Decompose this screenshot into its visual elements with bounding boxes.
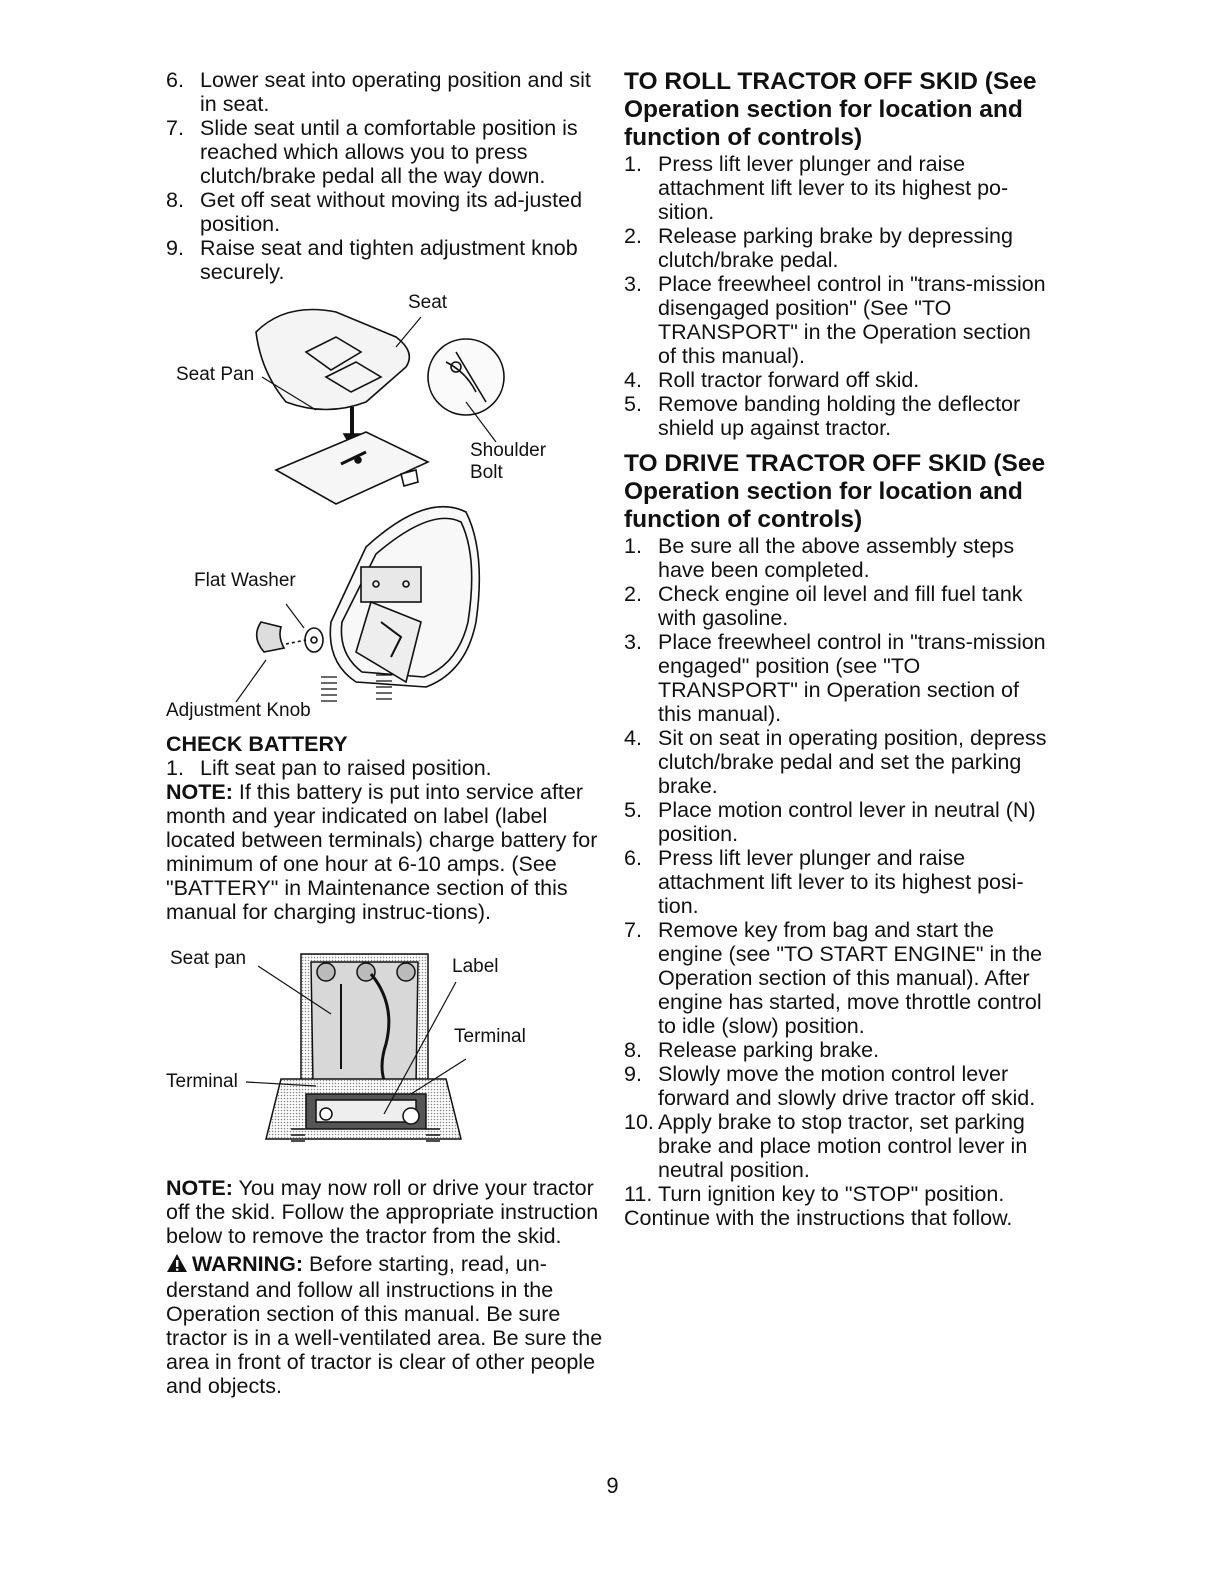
list-item: 7. Remove key from bag and start the engine (see "TO START ENGINE" in the Operation section of this manual). After engine has started, move throttle control to idle (slow) position. bbox=[624, 918, 1043, 1038]
list-item: 2. Release parking brake by depressing clutch/brake pedal. bbox=[624, 224, 1013, 272]
adjustment-knob-callout: Adjustment Knob bbox=[166, 700, 311, 721]
list-item: 9. Raise seat and tighten adjustment knob securely. bbox=[166, 236, 578, 284]
list-item: 11. Turn ignition key to "STOP" position. bbox=[624, 1182, 1005, 1206]
flat-washer-callout: Flat Washer bbox=[194, 570, 296, 591]
seat-assembly-illustration bbox=[166, 292, 606, 722]
list-item: 10. Apply brake to stop tractor, set parking brake and place motion control lever in neutral position. bbox=[624, 1110, 1028, 1182]
battery-steps-list bbox=[166, 756, 606, 780]
check-battery-heading: CHECK BATTERY bbox=[166, 732, 348, 756]
closing-text: Continue with the instructions that follow. bbox=[624, 1206, 1013, 1230]
seat-callout: Seat bbox=[408, 292, 448, 313]
drive-steps-list bbox=[624, 534, 1054, 1206]
list-item: 7. Slide seat until a comfortable position is reached which allows you to press clutch/brake pedal all the way down. bbox=[166, 116, 578, 188]
list-item: 4. Roll tractor forward off skid. bbox=[624, 368, 920, 392]
list-item: 1. Be sure all the above assembly steps have been completed. bbox=[624, 534, 1015, 582]
roll-tractor-heading: TO ROLL TRACTOR OFF SKID (See Operation section for location and function of controls) bbox=[624, 68, 1037, 151]
terminal-left-callout: Terminal bbox=[166, 1071, 238, 1092]
seat-assembly-figure bbox=[166, 292, 606, 722]
warning-label: WARNING: bbox=[192, 1252, 304, 1276]
list-item: 4. Sit on seat in operating position, depress clutch/brake pedal and set the parking brake. bbox=[624, 726, 1047, 798]
warning-paragraph: WARNING: Before starting, read, un-derstand and follow all instructions in the Operation section of this manual. Be sure tractor is in a well-ventilated area. Be sure the area in front of tractor is clear of other people and objects. bbox=[166, 1252, 603, 1398]
list-item: 6. Lower seat into operating position and sit in seat. bbox=[166, 68, 591, 116]
roll-or-drive-note: NOTE: You may now roll or drive your tractor off the skid. Follow the appropriate instruction below to remove the tractor from the skid. bbox=[166, 1176, 599, 1248]
list-item: 5. Place motion control lever in neutral (N) position. bbox=[624, 798, 1036, 846]
left-column bbox=[166, 68, 606, 1398]
list-item: 2. Check engine oil level and fill fuel tank with gasoline. bbox=[624, 582, 1023, 630]
drive-tractor-heading: TO DRIVE TRACTOR OFF SKID (See Operation section for location and function of controls) bbox=[624, 450, 1046, 533]
seat-pan-callout: Seat Pan bbox=[176, 364, 255, 385]
list-item: 5. Remove banding holding the deflector shield up against tractor. bbox=[624, 392, 1021, 440]
seat-steps-list bbox=[166, 68, 606, 284]
list-item: 8. Get off seat without moving its ad-justed position. bbox=[166, 188, 583, 236]
page-number: 9 bbox=[606, 1473, 619, 1498]
warning-triangle-icon bbox=[166, 1253, 188, 1278]
list-item: 3. Place freewheel control in "trans-mission disengaged position" (See "TO TRANSPORT" in the Operation section of this manual). bbox=[624, 272, 1046, 368]
list-item: 9. Slowly move the motion control lever forward and slowly drive tractor off skid. bbox=[624, 1062, 1036, 1110]
battery-note: NOTE: If this battery is put into service after month and year indicated on label (label located between terminals) charge battery for minimum of one hour at 6-10 amps. (See "BATTERY" in Maintenance section of this manual for charging instruc-tions). bbox=[166, 780, 598, 924]
label-callout: Label bbox=[452, 956, 499, 977]
list-item: 8. Release parking brake. bbox=[624, 1038, 880, 1062]
terminal-right-callout: Terminal bbox=[454, 1026, 526, 1047]
right-column bbox=[624, 68, 1054, 1230]
battery-illustration bbox=[166, 944, 606, 1154]
list-item: 1. Press lift lever plunger and raise attachment lift lever to its highest po-sition. bbox=[624, 152, 1009, 224]
roll-steps-list bbox=[624, 152, 1054, 440]
seat-pan-callout: Seat pan bbox=[170, 948, 247, 969]
note-label: NOTE: bbox=[166, 1176, 233, 1200]
note-label: NOTE: bbox=[166, 780, 233, 804]
shoulder-bolt-callout-line2: Bolt bbox=[470, 462, 503, 483]
list-item: 3. Place freewheel control in "trans-mission engaged" position (see "TO TRANSPORT" in Operation section of this manual). bbox=[624, 630, 1046, 726]
list-item: 6. Press lift lever plunger and raise attachment lift lever to its highest posi-tion. bbox=[624, 846, 1024, 918]
battery-figure bbox=[166, 944, 606, 1154]
shoulder-bolt-callout-line1: Shoulder bbox=[470, 440, 547, 461]
list-item: 1. Lift seat pan to raised position. bbox=[166, 756, 492, 780]
